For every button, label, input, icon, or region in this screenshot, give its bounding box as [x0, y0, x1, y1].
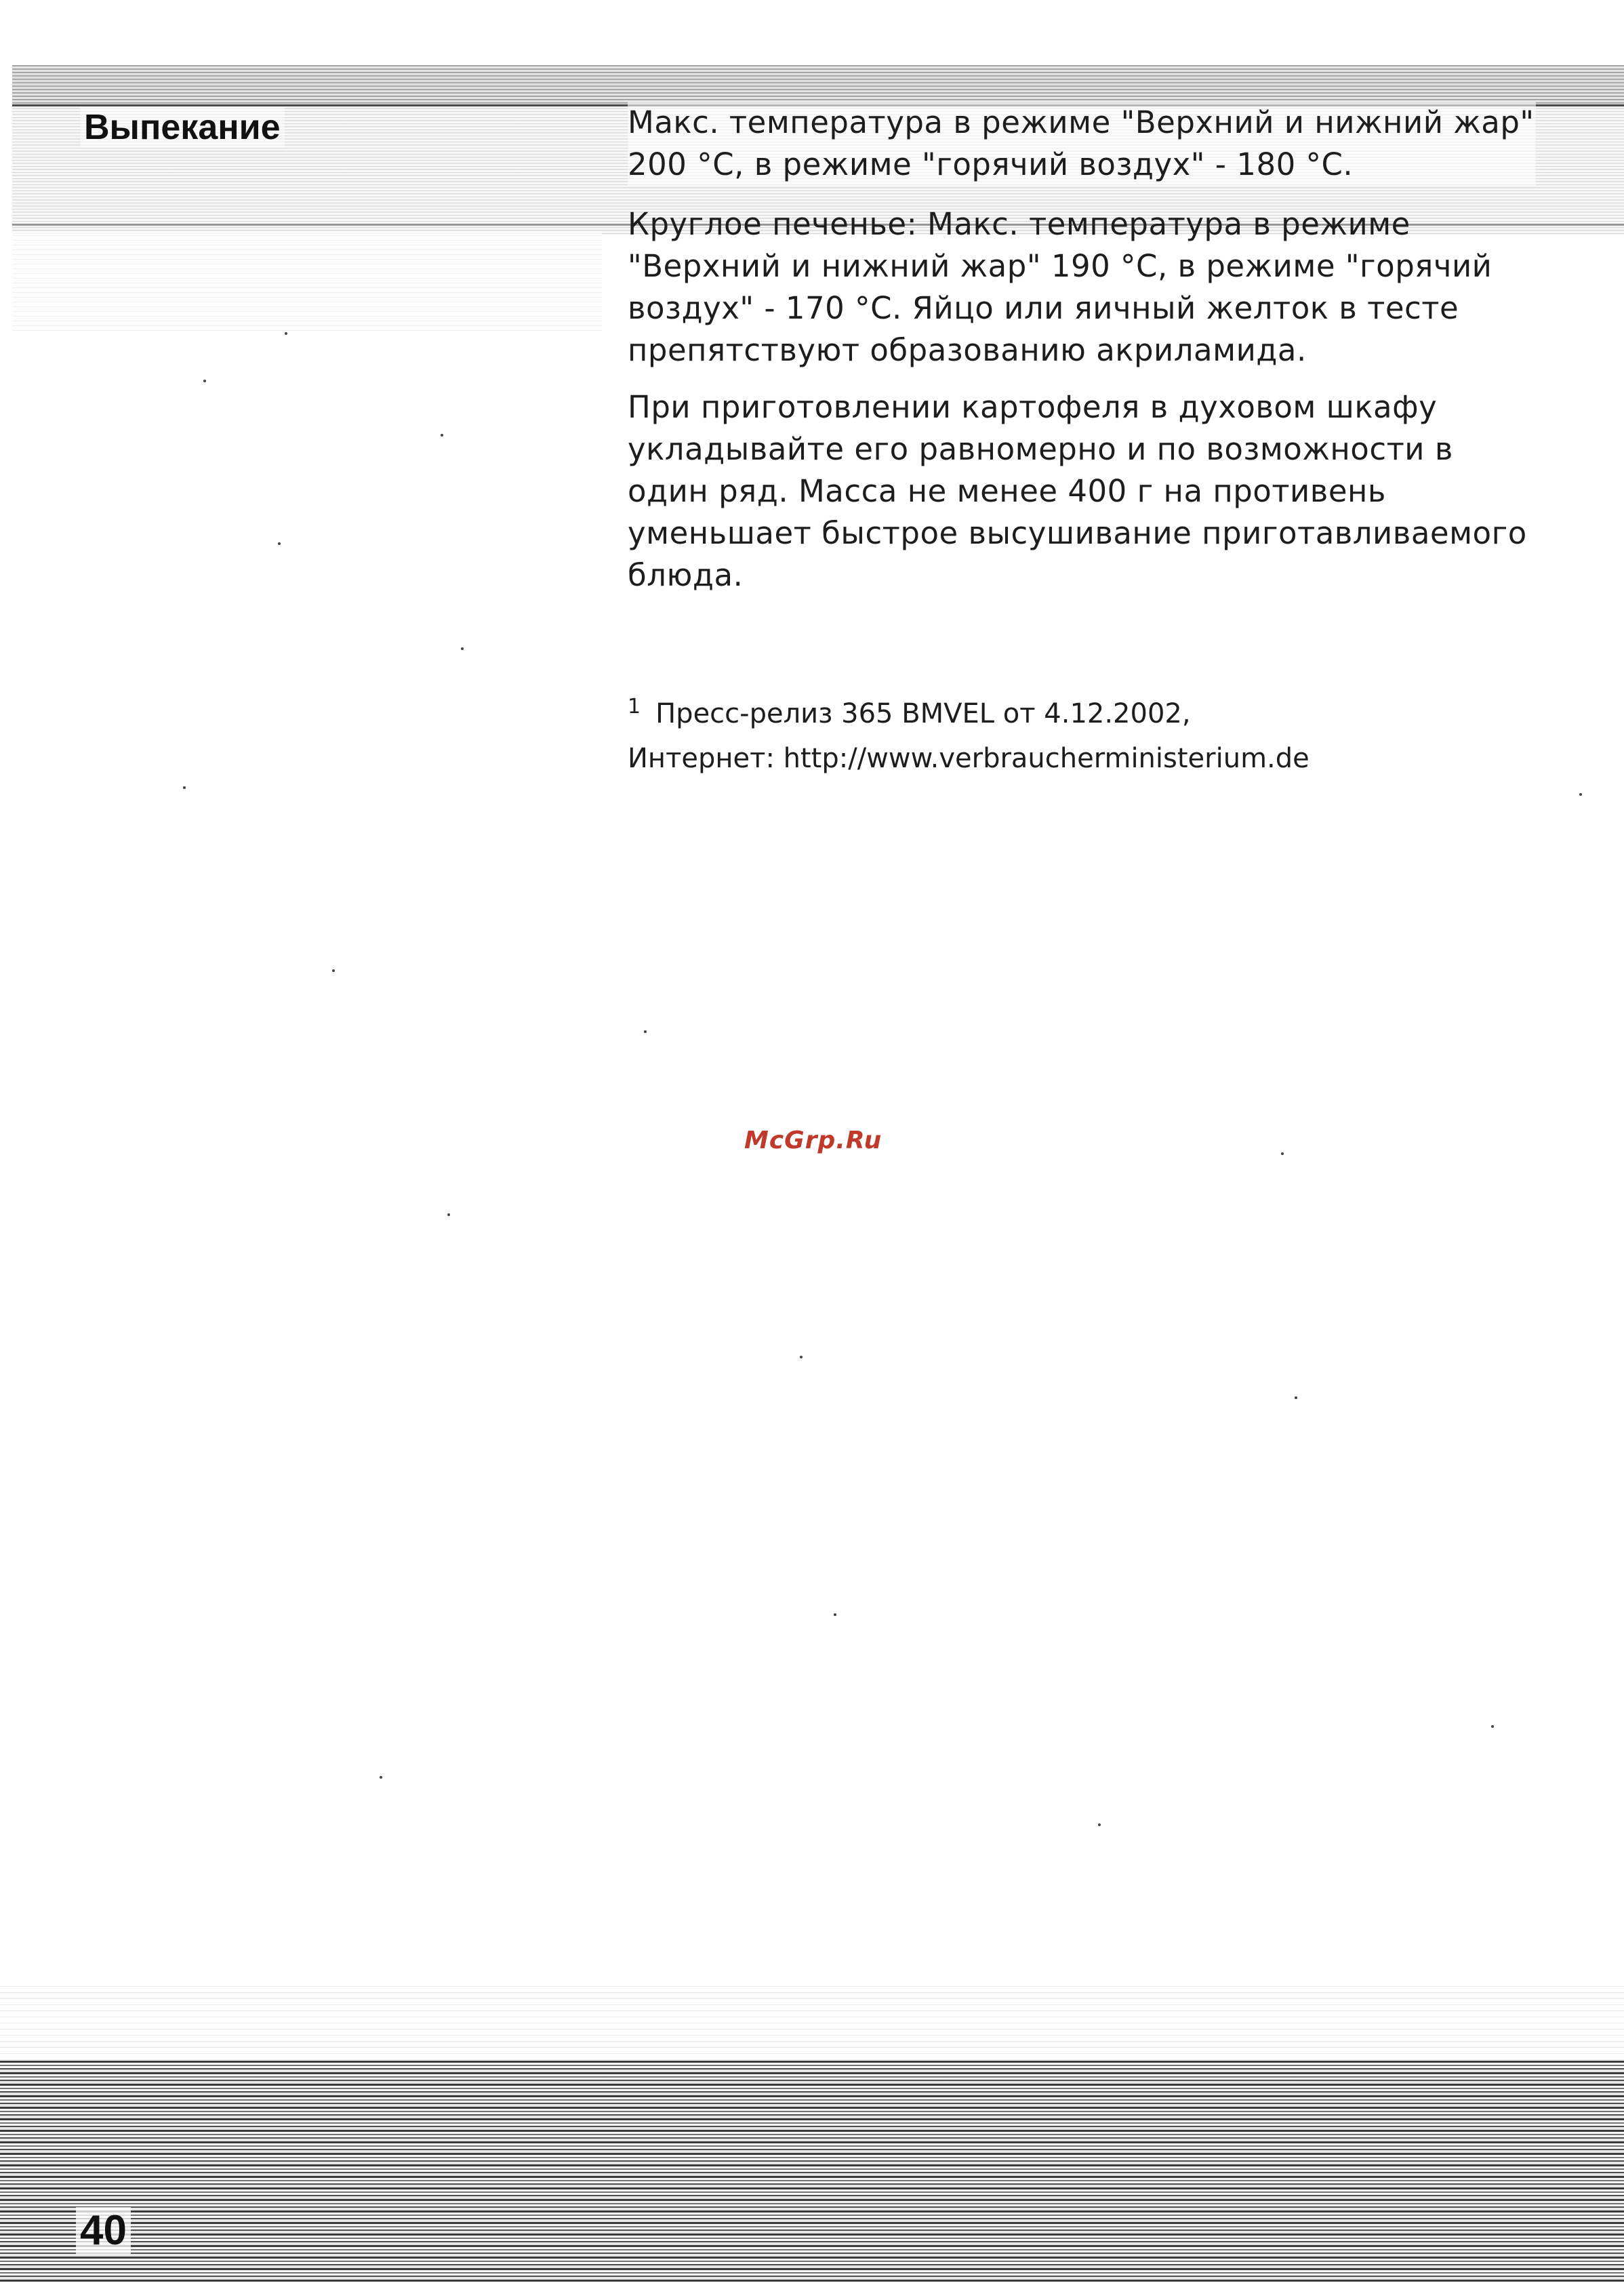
footer-scan-fade — [0, 1986, 1624, 2061]
scan-speck — [461, 647, 464, 650]
paragraph-round-cookies: Круглое печенье: Макс. температура в режиме "Верхний и нижний жар" 190 °С, в режиме "горячий воздух" - 170 °С. Яйцо или яичный желток в тесте препятствуют образованию акриламида. — [628, 206, 1493, 368]
scan-speck — [203, 380, 206, 382]
footnote-line-1 — [628, 685, 1577, 736]
footer-scan-band — [0, 2061, 1624, 2283]
watermark: McGrp.Ru — [744, 1127, 882, 1154]
scan-speck — [441, 434, 443, 437]
scan-speck — [380, 1776, 382, 1779]
scan-speck — [1281, 1152, 1284, 1155]
scan-speck — [800, 1356, 803, 1358]
footnote-marker: 1 — [628, 695, 641, 719]
section-title: Выпекание — [80, 107, 285, 148]
scan-speck — [644, 1030, 647, 1033]
footnote — [628, 685, 1577, 781]
header-scan-band-top — [12, 65, 1624, 104]
footnote-text-1: Пресс-релиз 365 BMVEL от 4.12.2002, — [655, 698, 1191, 729]
scan-speck — [1098, 1823, 1101, 1826]
main-content — [628, 102, 1536, 611]
scan-speck — [332, 969, 335, 972]
scan-speck — [447, 1213, 450, 1216]
paragraph-max-temperature: Макс. температура в режиме "Верхний и нижний жар" 200 °С, в режиме "горячий воздух" - 180 °С. — [628, 102, 1536, 186]
scan-speck — [285, 332, 287, 335]
page-number: 40 — [76, 2207, 131, 2255]
paragraph-potatoes: При приготовлении картофеля в духовом шкафу укладывайте его равномерно и по возможности в один ряд. Масса не менее 400 г на противень уменьшает быстрое высушивание приготавливаемого блюда. — [628, 389, 1527, 593]
scan-speck — [1579, 793, 1582, 796]
scan-speck — [1491, 1725, 1494, 1728]
left-scan-strip — [12, 230, 602, 332]
scan-speck — [278, 542, 281, 545]
scan-speck — [834, 1613, 836, 1616]
scan-speck — [1295, 1396, 1297, 1399]
scan-speck — [183, 786, 186, 789]
footnote-line-2: Интернет: http://www.verbraucherministerium.de — [628, 743, 1310, 774]
